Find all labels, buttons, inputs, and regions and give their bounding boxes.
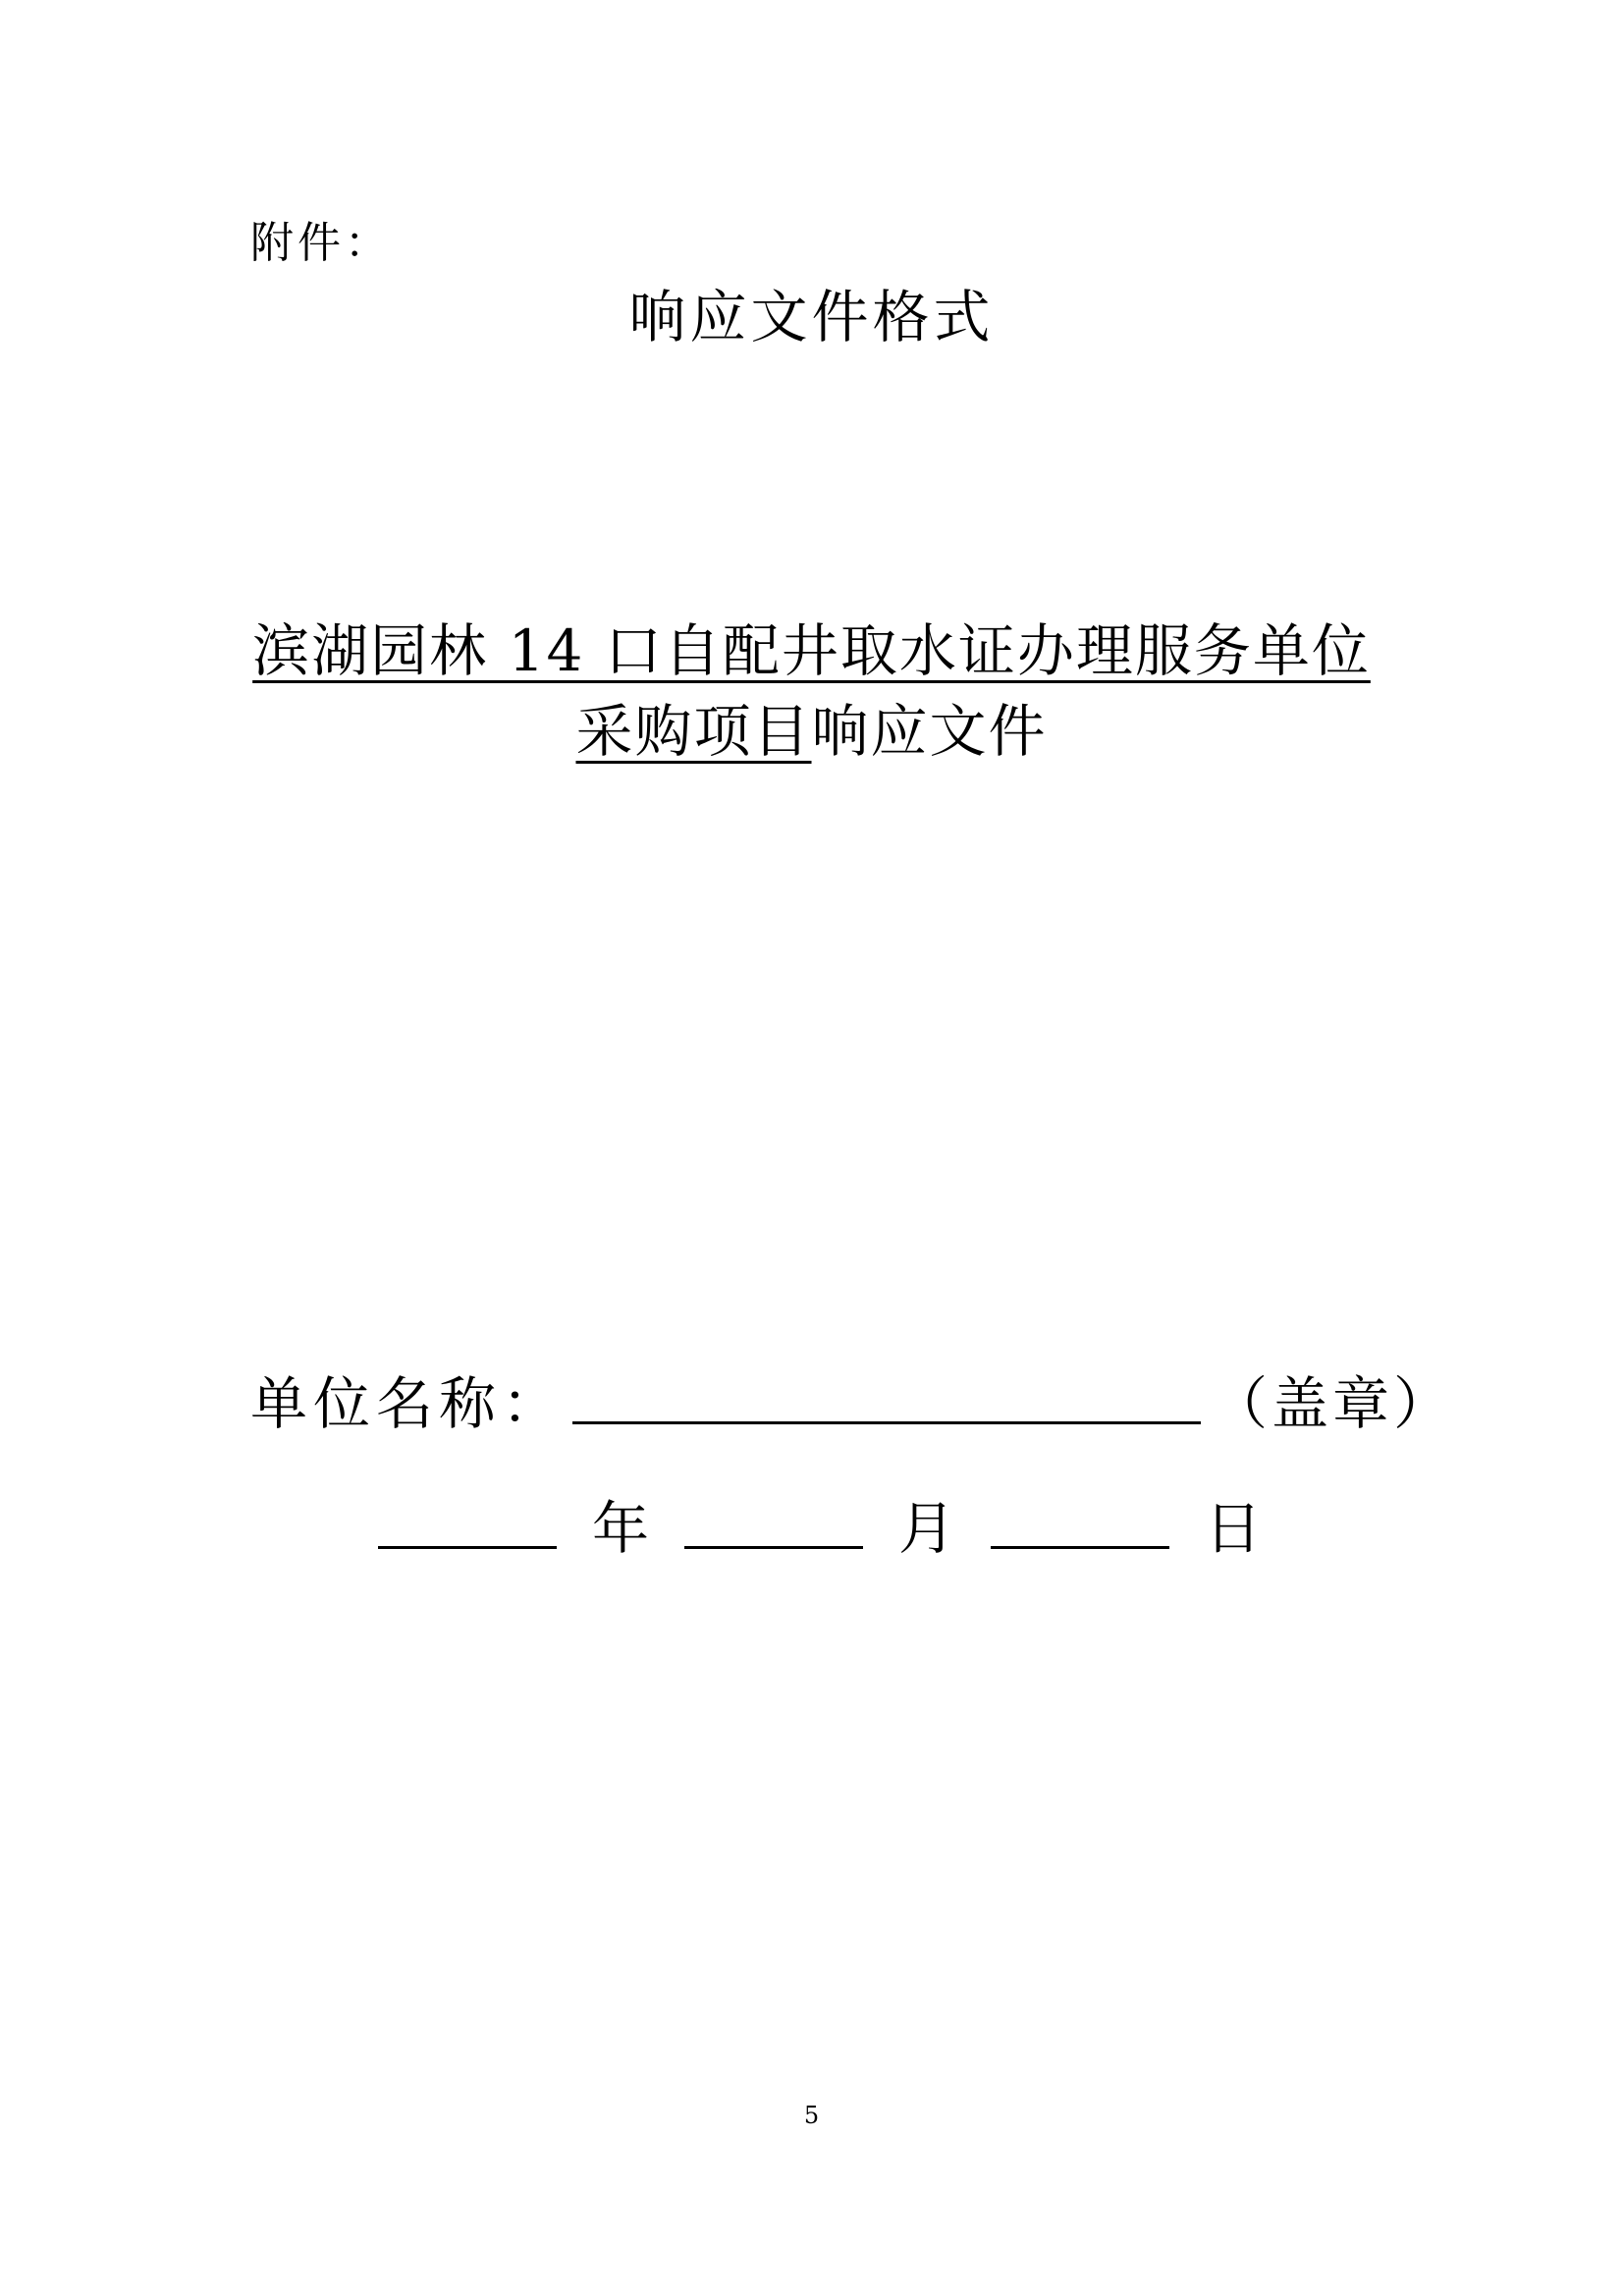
page-number: 5 <box>803 2102 820 2129</box>
project-title-line-1: 滨湖园林 14 口自配井取水证办理服务单位 <box>252 617 1371 684</box>
project-title-underlined-part: 采购项目 <box>575 698 812 765</box>
attachment-label: 附件： <box>250 218 392 268</box>
date-row <box>378 1494 1262 1563</box>
project-title-line-2 <box>0 691 1623 772</box>
unit-name-row <box>250 1369 1454 1438</box>
format-title: 响应文件格式 <box>628 284 995 350</box>
seal-note: （盖章） <box>1211 1370 1455 1437</box>
unit-name-label: 单位名称： <box>250 1370 566 1437</box>
year-blank-line <box>378 1545 557 1549</box>
day-blank-line <box>991 1545 1169 1549</box>
unit-name-blank-line <box>572 1420 1201 1424</box>
day-label: 日 <box>1205 1495 1263 1562</box>
project-title-plain-part: 响应文件 <box>811 698 1048 765</box>
year-label: 年 <box>592 1495 650 1562</box>
month-label: 月 <box>898 1495 956 1562</box>
month-blank-line <box>684 1545 863 1549</box>
project-title <box>0 611 1623 772</box>
